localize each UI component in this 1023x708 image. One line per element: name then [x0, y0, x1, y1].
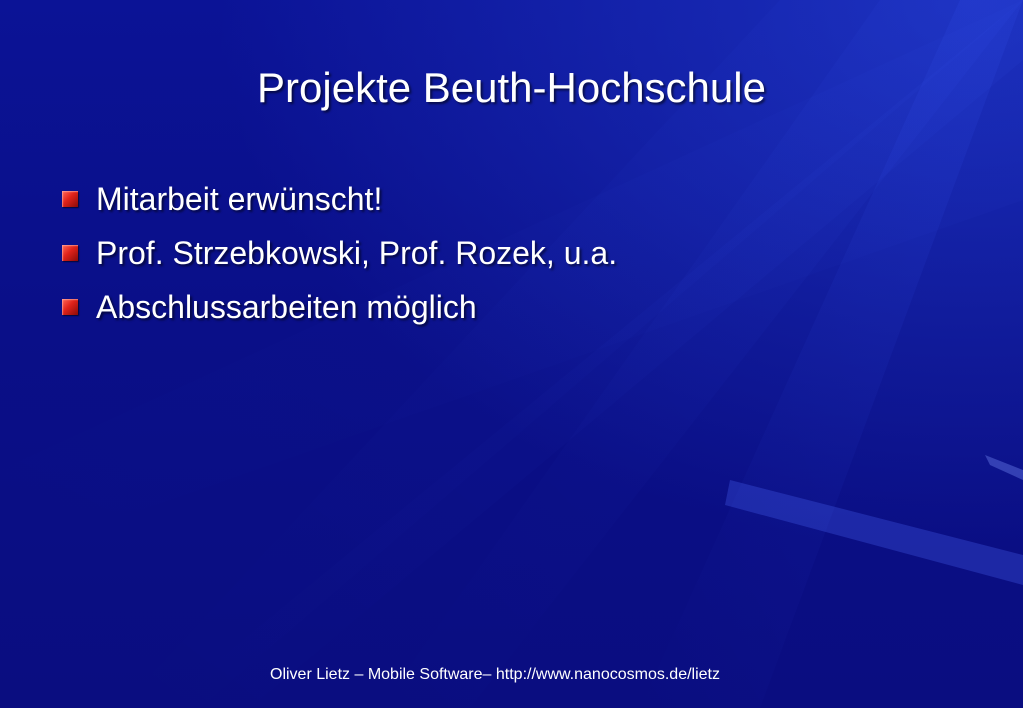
bullet-text: Abschlussarbeiten möglich [96, 289, 477, 325]
slide-footer: Oliver Lietz – Mobile Software– http://www.nanocosmos.de/lietz [270, 666, 720, 683]
red-square-bullet-icon [62, 245, 78, 261]
bullet-text: Prof. Strzebkowski, Prof. Rozek, u.a. [96, 235, 618, 271]
bullet-item [62, 280, 617, 334]
red-square-bullet-icon [62, 191, 78, 207]
bullet-item [62, 226, 617, 280]
bullet-text: Mitarbeit erwünscht! [96, 181, 383, 217]
bullet-list [62, 172, 617, 334]
bullet-item [62, 172, 617, 226]
slide-title: Projekte Beuth-Hochschule [257, 64, 766, 111]
red-square-bullet-icon [62, 299, 78, 315]
